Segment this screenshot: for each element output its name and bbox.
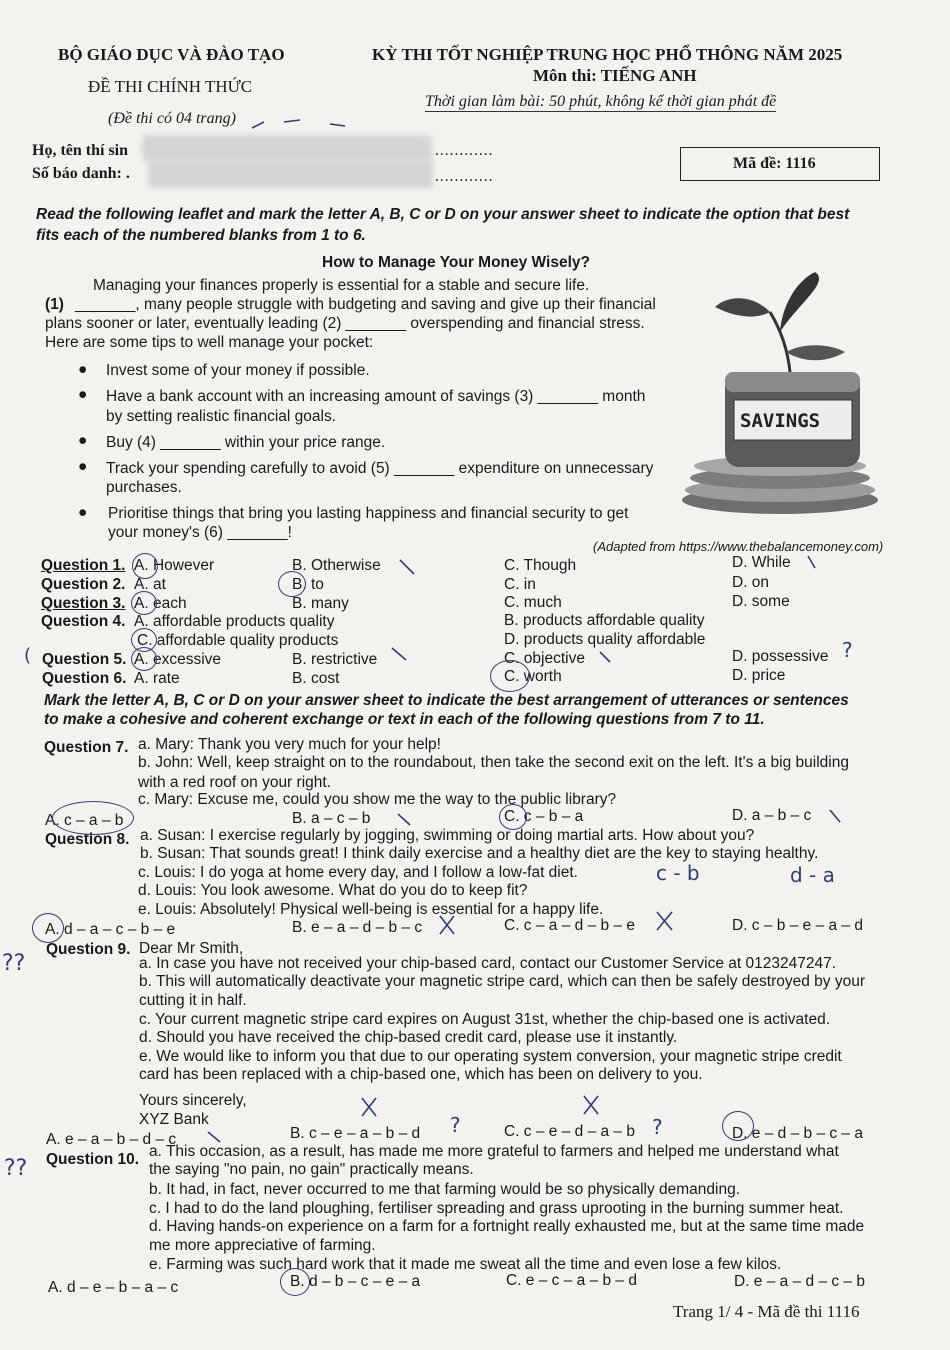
bullet-2: Have a bank account with an increasing amount of savings (3) _______ month [106,388,646,405]
bullet-1: Invest some of your money if possible. [106,362,370,379]
q6-option-d: D. price [732,667,786,684]
q9-line-b: b. This will automatically deactivate your magnetic stripe card, which can then be safely destroyed by your [139,973,865,990]
pen-mark-q9c: ? [652,1115,663,1139]
q9-label: Question 9. [46,941,131,958]
q8-line-b: b. Susan: That sounds great! I think daily exercise and a healthy diet are the key to staying healthy. [140,845,819,862]
q2-option-b: B. to [292,576,324,593]
q7-option-d: D. a – b – c [732,807,812,824]
q3-label: Question 3. [41,595,126,612]
pen-circle-q8a [32,913,64,943]
pen-margin-q10: ?? [4,1156,28,1181]
section1-instruction-2: fits each of the numbered blanks from 1 to 6. [36,227,366,244]
q5-option-d: D. possessive [732,648,829,665]
exam-code: Mã đề: 1116 [733,155,816,172]
exam-title: KỲ THI TỐT NGHIỆP TRUNG HỌC PHỔ THÔNG NĂM 2025 [372,45,843,64]
q10-line-a: a. This occasion, as a result, has made me more grateful to farmers and helped me understand what [149,1143,839,1160]
q5-option-a: A. excessive [134,651,222,668]
pen-circle-q7c [499,804,527,830]
q3-option-c: C. much [504,594,562,611]
q10-line-c: c. I had to do the land ploughing, fertiliser spreading and grass uprooting in the burning summer heat. [149,1200,844,1217]
q9-line-c: c. Your current magnetic stripe card expires on August 31st, whether the chip-based one is activated. [139,1011,831,1028]
q8-line-c: c. Louis: I do yoga at home every day, and I follow a low-fat diet. [138,864,578,881]
q7-line-a: a. Mary: Thank you very much for your help! [138,736,441,753]
pen-circle-q5a [131,647,157,671]
name-dots: ............ [435,142,494,159]
q8-option-c: C. c – a – d – b – e [504,917,635,934]
q6-option-a: A. rate [134,670,180,687]
section2-instruction-1: Mark the letter A, B, C or D on your answer sheet to indicate the best arrangement of utterances or sentences [44,692,849,709]
q2-option-d: D. on [732,574,770,591]
pen-circle-q10b [280,1268,310,1296]
leaflet-source: (Adapted from https://www.thebalancemoney.com) [593,539,884,554]
q3-option-b: B. many [292,595,349,612]
q1-option-b: B. Otherwise [292,557,381,574]
q1-option-c: C. Though [504,557,577,574]
bullet-5: Prioritise things that bring you lasting happiness and financial security to get [108,505,629,522]
q8-option-d: D. c – b – e – a – d [732,917,863,934]
q4-label: Question 4. [41,613,126,630]
name-label: Họ, tên thí sin [32,142,129,159]
q4-option-b: B. products affordable quality [504,612,705,629]
id-label: Số báo danh: . [32,165,130,182]
q1-label: Question 1. [41,557,126,574]
bullet-dot: ● [78,361,88,378]
q10-option-a: A. d – e – b – a – c [48,1279,179,1296]
q7-option-a: A. c – a – b [45,812,124,829]
q7-line-b-cont: with a red roof on your right. [138,774,331,791]
q9-line-b-cont: cutting it in half. [139,992,247,1009]
q10-line-e: e. Farming was such hard work that it made me sweat all the time and even lose a few kilos. [149,1256,782,1273]
pen-circle-q9d [722,1111,754,1141]
leaflet-title: How to Manage Your Money Wisely? [322,254,590,271]
savings-jar-illustration [670,272,885,517]
pen-note-q8-1: c - b [656,861,700,885]
q7-label: Question 7. [44,739,129,756]
pen-margin-q9: ?? [2,951,26,976]
q10-line-d: d. Having hands-on experience on a farm for a fortnight really exhausted me, but at the same time made [149,1218,865,1235]
q10-option-b: B. d – b – c – e – a [290,1273,421,1290]
bullet-3: Buy (4) _______ within your price range. [106,434,386,451]
q9-option-c: C. c – e – d – a – b [504,1123,635,1140]
q10-line-b: b. It had, in fact, never occurred to me that farming would be so physically demanding. [149,1181,741,1198]
q9-line-e: e. We would like to inform you that due to our operating system conversion, your magnetic stripe credit [139,1048,842,1065]
q9-option-a: A. e – a – b – d – c [46,1131,177,1148]
q7-line-c: c. Mary: Excuse me, could you show me the way to the public library? [138,791,617,808]
q1-option-d: D. While [732,554,791,571]
section1-instruction-1: Read the following leaflet and mark the letter A, B, C or D on your answer sheet to indicate the option that best [36,206,850,223]
official-label: ĐỀ THI CHÍNH THỨC [88,77,253,96]
pen-circle-q1a [132,553,158,579]
bullet-4-cont: purchases. [106,479,182,496]
q10-line-a-cont: the saying "no pain, no gain" practically means. [149,1161,474,1178]
redacted-id [148,160,433,188]
bullet-dot: ● [78,386,88,403]
q6-option-b: B. cost [292,670,340,687]
q4-option-d: D. products quality affordable [504,631,706,648]
pen-circle-q3a [131,591,157,615]
q7-line-b: b. John: Well, keep straight on to the roundabout, then take the second exit on the left. It's a big building [138,754,849,771]
q10-option-c: C. e – c – a – b – d [506,1272,637,1289]
q2-label: Question 2. [41,576,126,593]
pen-mark-q9b: ? [450,1113,461,1137]
leaflet-blank-1: (1) [45,296,64,313]
q2-option-a: A. at [134,576,166,593]
q6-option-c: C. worth [504,668,562,685]
q5-option-c: C. objective [504,650,585,667]
q9-line-a: a. In case you have not received your chip-based card, contact our Customer Service at 0123247247. [139,955,837,972]
q10-label: Question 10. [46,1151,140,1168]
q10-option-d: D. e – a – d – c – b [734,1273,865,1290]
q9-option-d: D. e – d – b – c – a [732,1125,863,1142]
q6-label: Question 6. [42,670,127,687]
q4-option-c: C. affordable quality products [137,632,339,649]
q2-option-c: C. in [504,576,536,593]
bullet-dot: ● [78,432,88,449]
q9-line-d: d. Should you have received the chip-based credit card, please use it instantly. [139,1029,678,1046]
q3-option-a: A. each [134,595,187,612]
bullet-dot: ● [78,458,88,475]
q8-line-d: d. Louis: You look awesome. What do you do to keep fit? [138,882,528,899]
pen-note-q8-2: d - a [790,863,835,887]
q4-option-a: A. affordable products quality [134,613,335,630]
q7-option-b: B. a – c – b [292,810,371,827]
savings-label: SAVINGS [740,410,821,432]
leaflet-p4: Here are some tips to well manage your pocket: [45,334,374,351]
pen-mark-q5d: ? [842,638,853,662]
pen-circle-q2b [278,571,306,597]
q5-option-b: B. restrictive [292,651,378,668]
pen-margin-q5: ( [24,645,32,666]
bullet-2-cont: by setting realistic financial goals. [106,408,337,425]
q5-label: Question 5. [42,651,127,668]
q7-option-c: C. c – b – a [504,808,584,825]
pages-note: (Đề thi có 04 trang) [108,110,236,127]
bullet-5-cont: your money's (6) _______! [108,524,292,541]
id-dots: ............ [435,168,494,185]
redacted-name [142,135,432,161]
q3-option-d: D. some [732,593,790,610]
leaflet-p3: plans sooner or later, eventually leading (2) _______ overspending and financial stress. [45,315,645,332]
section2-instruction-2: to make a cohesive and coherent exchange or text in each of the following questions from 7 to 11. [44,711,765,728]
bullet-4: Track your spending carefully to avoid (5) _______ expenditure on unnecessary [106,460,654,477]
q10-line-d-cont: me more appreciative of farming. [149,1237,376,1254]
q8-line-e: e. Louis: Absolutely! Physical well-being is essential for a happy life. [138,901,604,918]
pen-circle-q7a [52,801,134,835]
q1-option-a: A. However [134,557,215,574]
q9-greeting: Dear Mr Smith, [139,940,244,957]
q9-closing: Yours sincerely, [139,1092,247,1109]
leaflet-p1: Managing your finances properly is essential for a stable and secure life. [93,277,590,294]
q8-line-a: a. Susan: I exercise regularly by jogging, swimming or doing martial arts. How about you? [140,827,755,844]
page-footer: Trang 1/ 4 - Mã đề thi 1116 [673,1302,860,1321]
q8-option-a: A. d – a – c – b – e [45,921,176,938]
ministry-title: BỘ GIÁO DỤC VÀ ĐÀO TẠO [58,45,285,64]
q9-option-b: B. c – e – a – b – d [290,1125,421,1142]
leaflet-p2: _______, many people struggle with budgeting and saving and give up their financial [75,296,656,313]
q9-signature: XYZ Bank [139,1111,209,1128]
q9-line-e-cont: card has been replaced with a chip-based one, which has been on delivery to you. [139,1066,703,1083]
pen-circle-q6c [490,660,530,692]
q8-option-b: B. e – a – d – b – c [292,919,423,936]
q8-label: Question 8. [45,831,130,848]
subject-label: Môn thi: TIẾNG ANH [533,66,697,85]
bullet-dot: ● [78,504,88,521]
time-note: Thời gian làm bài: 50 phút, không kể thời gian phát đề [425,93,777,110]
